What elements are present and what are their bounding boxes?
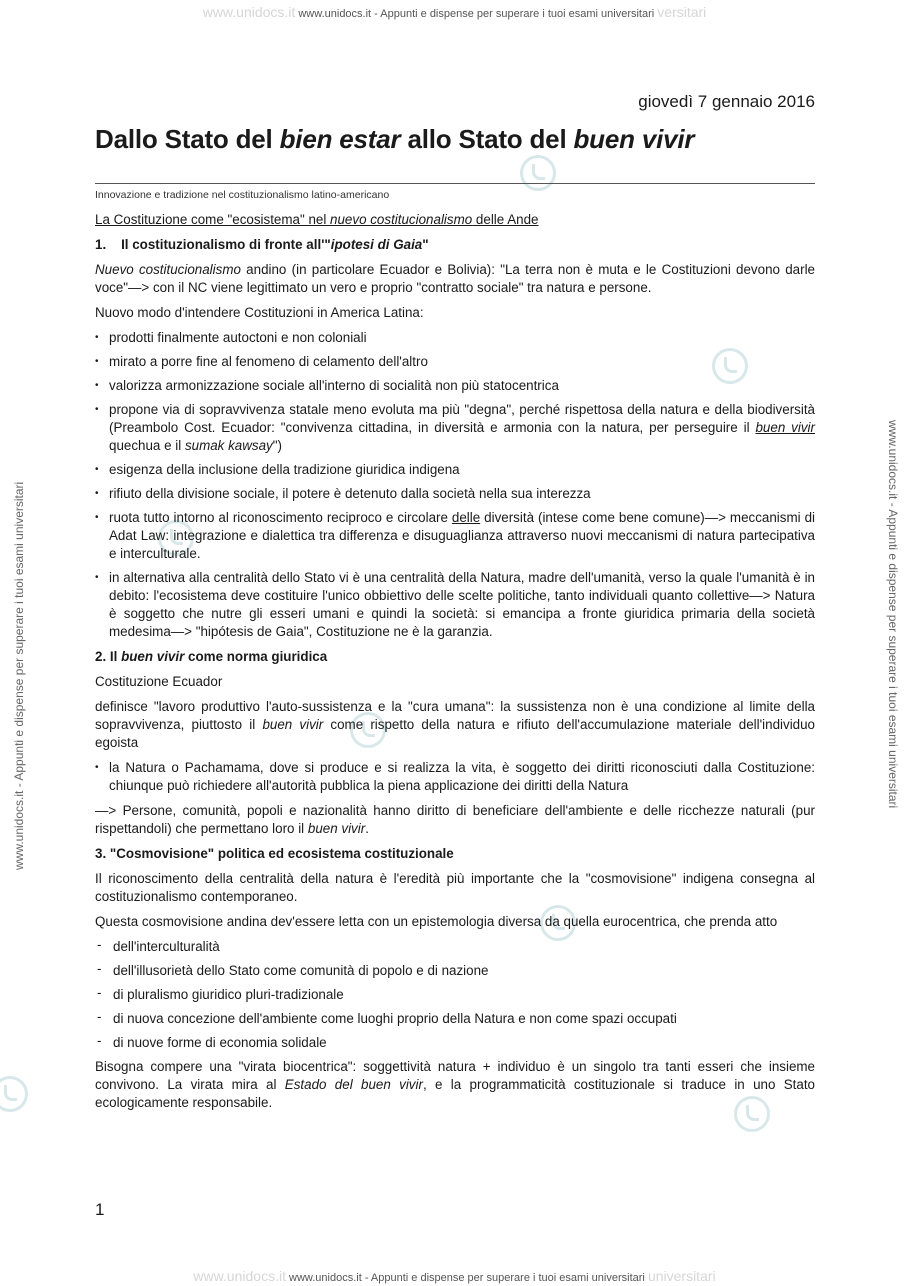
- section-1-heading: [95, 236, 815, 254]
- text-emphasis: sumak kawsay: [184, 438, 273, 453]
- bullet-list: [95, 329, 815, 641]
- section-2-heading: [95, 648, 815, 666]
- section-number: 1.: [95, 237, 107, 252]
- list-item: - di nuove forme di economia solidale: [95, 1034, 815, 1052]
- watermark-logo-icon: [0, 1076, 28, 1112]
- text-run: ruota tutto intorno al riconoscimento reciproco e circolare: [109, 510, 452, 525]
- list-item: • prodotti finalmente autoctoni e non coloniali: [95, 329, 815, 347]
- watermark-left: www.unidocs.it - Appunti e dispense per superare i tuoi esami universitari: [12, 481, 26, 870]
- text-emphasis: ipotesi di Gaia: [330, 237, 423, 252]
- watermark-ghost-left: www.unidocs.it: [202, 4, 296, 20]
- paragraph: Questa cosmovisione andina dev'essere letta con un epistemologia diversa da quella eurocentrica, che prenda atto: [95, 914, 778, 929]
- paragraph: [95, 1058, 815, 1112]
- list-item: [95, 401, 815, 455]
- text-run: come norma giuridica: [184, 649, 328, 664]
- text-emphasis: Nuevo costitucionalismo: [95, 262, 241, 277]
- watermark-bottom-text: www.unidocs.it - Appunti e dispense per superare i tuoi esami universitari: [289, 1272, 645, 1284]
- document-body: [95, 211, 815, 1119]
- text-run: Bisogna compere una "virata biocentrica": soggettività natura + individuo è un singolo tra tanti esseri che insieme convivono. La virata mira al: [95, 1059, 815, 1092]
- section-intro-heading: [95, 211, 815, 229]
- text-run: La Costituzione come "ecosistema" nel: [95, 212, 331, 227]
- paragraph: [95, 802, 815, 838]
- list-item: • rifiuto della divisione sociale, il potere è detenuto dalla società nella sua interezza: [95, 485, 815, 503]
- watermark-top: [0, 4, 909, 20]
- list-item: - dell'interculturalità: [95, 938, 815, 956]
- watermark-logo-icon: [520, 155, 556, 191]
- watermark-right: www.unidocs.it - Appunti e dispense per superare i tuoi esami universitari: [886, 420, 900, 809]
- page-number: 1: [95, 1200, 105, 1219]
- document-date: giovedì 7 gennaio 2016: [638, 92, 815, 111]
- section-3-heading: 3. "Cosmovisione" politica ed ecosistema costituzionale: [95, 846, 454, 861]
- title-divider: [95, 183, 815, 184]
- text-run: .: [365, 821, 369, 836]
- list-item: • in alternativa alla centralità dello Stato vi è una centralità della Natura, madre dell'umanità, verso la quale l'umanità è in debito: l'ecosistema deve costituire l'unico obbiettivo delle scelte politiche, tanto individuali quanto collettive—> Natura è soggetto che nutre gli esseri umani e quindi la società: si emancipa a fronte giuridica primaria della società medesima—> "hipótesis de Gaia", Costituzione ne è la garanzia.: [95, 569, 815, 641]
- text-emphasis: nuevo costitucionalismo: [330, 212, 473, 227]
- list-item: • valorizza armonizzazione sociale all'interno di socialità non più statocentrica: [95, 377, 815, 395]
- text-run: definisce "lavoro produttivo l'auto-sussistenza e la "cura umana": la sussistenza non è una condizione al limite della sopravvivenza, piuttosto il: [95, 699, 815, 732]
- watermark-top-text: www.unidocs.it - Appunti e dispense per superare i tuoi esami universitari: [298, 8, 655, 20]
- text-emphasis: buen vivir: [262, 717, 324, 732]
- text-emphasis: Estado del buen vivir: [284, 1077, 423, 1092]
- watermark-ghost-right: universitari: [647, 1268, 716, 1284]
- text-run: diversità (intese come bene comune)—> meccanismi di Adat Law: integrazione e dialettica tra differenza e disuguaglianza attraverso nuovi meccanismi di natura partecipativa e interculturale.: [109, 510, 815, 561]
- list-item: - di nuova concezione dell'ambiente come luoghi proprio della Natura e non come spazi occupati: [95, 1010, 815, 1028]
- text-run: delle Ande: [472, 212, 539, 227]
- title-part: Dallo Stato del: [95, 124, 280, 154]
- paragraph: [95, 698, 815, 752]
- text-run: come rispetto della natura e rifiuto dell'accumulazione materiale dell'individuo egoista: [95, 717, 816, 750]
- text-run: andino (in particolare Ecuador e Bolivia): "La terra non è muta e le Costituzioni devono darle voce"—> con il NC viene legittimato un vero e proprio "contratto sociale" tra natura e persone.: [95, 262, 815, 295]
- list-item: [95, 509, 815, 563]
- text-run: quechua e il: [109, 438, 185, 453]
- list-item: - di pluralismo giuridico pluri-tradizionale: [95, 986, 815, 1004]
- paragraph: Costituzione Ecuador: [95, 674, 223, 689]
- text-emphasis: buen vivir: [307, 821, 366, 836]
- watermark-ghost-right: versitari: [657, 4, 707, 20]
- text-run: 2. Il: [95, 649, 122, 664]
- title-emphasis: buen vivir: [573, 124, 695, 154]
- watermark-bottom: [0, 1268, 909, 1284]
- text-run: "): [272, 438, 282, 453]
- dash-list: [95, 938, 815, 1052]
- paragraph: Il riconoscimento della centralità della natura è l'eredità più importante che la "cosmovisione" indigena consegna al costituzionalismo contemporaneo.: [95, 871, 815, 904]
- text-run: , e la programmaticità costituzionale si traduce in uno Stato ecologicamente responsabile.: [95, 1077, 816, 1110]
- title-emphasis: bien estar: [279, 124, 401, 154]
- text-emphasis: buen vivir: [755, 420, 815, 435]
- page-subtitle: Innovazione e tradizione nel costituzionalismo latino-americano: [95, 189, 390, 201]
- text-underline: delle: [451, 510, 481, 525]
- list-item: • la Natura o Pachamama, dove si produce e si realizza la vita, è soggetto dei diritti riconosciuti dalla Costituzione: chiunque può richiedere all'autorità pubblica la piena applicazione dei diritti della Natura: [95, 759, 815, 795]
- list-item: • esigenza della inclusione della tradizione giuridica indigena: [95, 461, 815, 479]
- title-part: allo Stato del: [400, 124, 574, 154]
- watermark-ghost-left: www.unidocs.it: [193, 1268, 286, 1284]
- text-run: —> Persone, comunità, popoli e nazionalità hanno diritto di beneficiare dell'ambiente e delle ricchezze naturali (pur rispettandoli) che permettano loro il: [95, 803, 815, 836]
- bullet-list: [95, 759, 815, 795]
- text-emphasis: buen vivir: [121, 649, 185, 664]
- paragraph: Nuovo modo d'intendere Costituzioni in America Latina:: [95, 305, 424, 320]
- text-run: Il costituzionalismo di fronte all'": [121, 237, 331, 252]
- paragraph: [95, 261, 815, 297]
- text-run: propone via di sopravvivenza statale meno evoluta ma più "degna", perché rispettosa della natura e della biodiversità (Preambolo Cost. Ecuador: "convivenza cittadina, in diversità e armonia con la natura, per perseguire il: [109, 402, 815, 435]
- list-item: • mirato a porre fine al fenomeno di celamento dell'altro: [95, 353, 815, 371]
- text-run: ": [422, 237, 429, 252]
- list-item: - dell'illusorietà dello Stato come comunità di popolo e di nazione: [95, 962, 815, 980]
- page-title: [95, 124, 694, 155]
